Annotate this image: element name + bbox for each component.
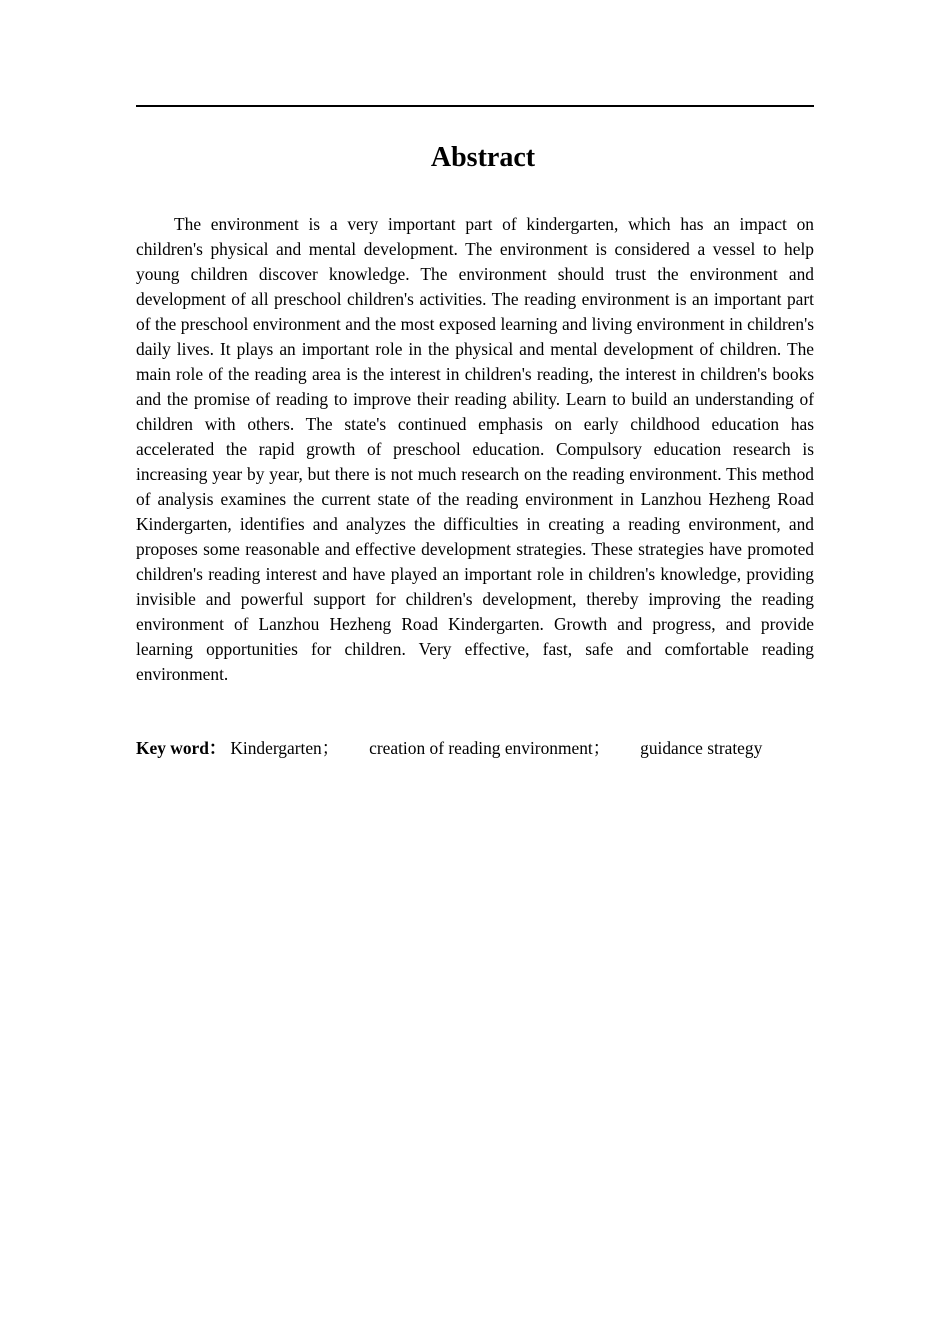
keywords-line — [136, 736, 814, 761]
abstract-title: Abstract — [430, 142, 536, 173]
keywords-label: Key word： — [136, 738, 227, 758]
keyword-item: Kindergarten； — [230, 738, 340, 758]
keyword-item: creation of reading environment； — [369, 738, 611, 758]
abstract-body: The environment is a very important part of kindergarten, which has an impact on children's physical and mental development. The environment is considered a vessel to help young children discover knowledge. The environment should trust the environment and development of all preschool children's activities. The reading environment is an important part of the preschool environment and the most exposed learning and living environment in children's daily lives. It plays an important role in the physical and mental development of children. The main role of the reading area is the interest in children's reading, the interest in children's books and the promise of reading to improve their reading ability. Learn to build an understanding of children with others. The state's continued emphasis on early childhood education has accelerated the rapid growth of preschool education. Compulsory education research is increasing year by year, but there is not much research on the reading environment. This method of analysis examines the current state of the reading environment in Lanzhou Hezheng Road Kindergarten, identifies and analyzes the difficulties in creating a reading environment, and proposes some reasonable and effective development strategies. These strategies have promoted children's reading interest and have played an important role in children's knowledge, providing invisible and powerful support for children's development, thereby improving the reading environment of Lanzhou Hezheng Road Kindergarten. Growth and progress, and provide learning opportunities for children. Very effective, fast, safe and comfortable reading environment. — [136, 214, 814, 684]
keyword-item: guidance strategy — [640, 738, 763, 758]
header-rule — [136, 105, 814, 107]
